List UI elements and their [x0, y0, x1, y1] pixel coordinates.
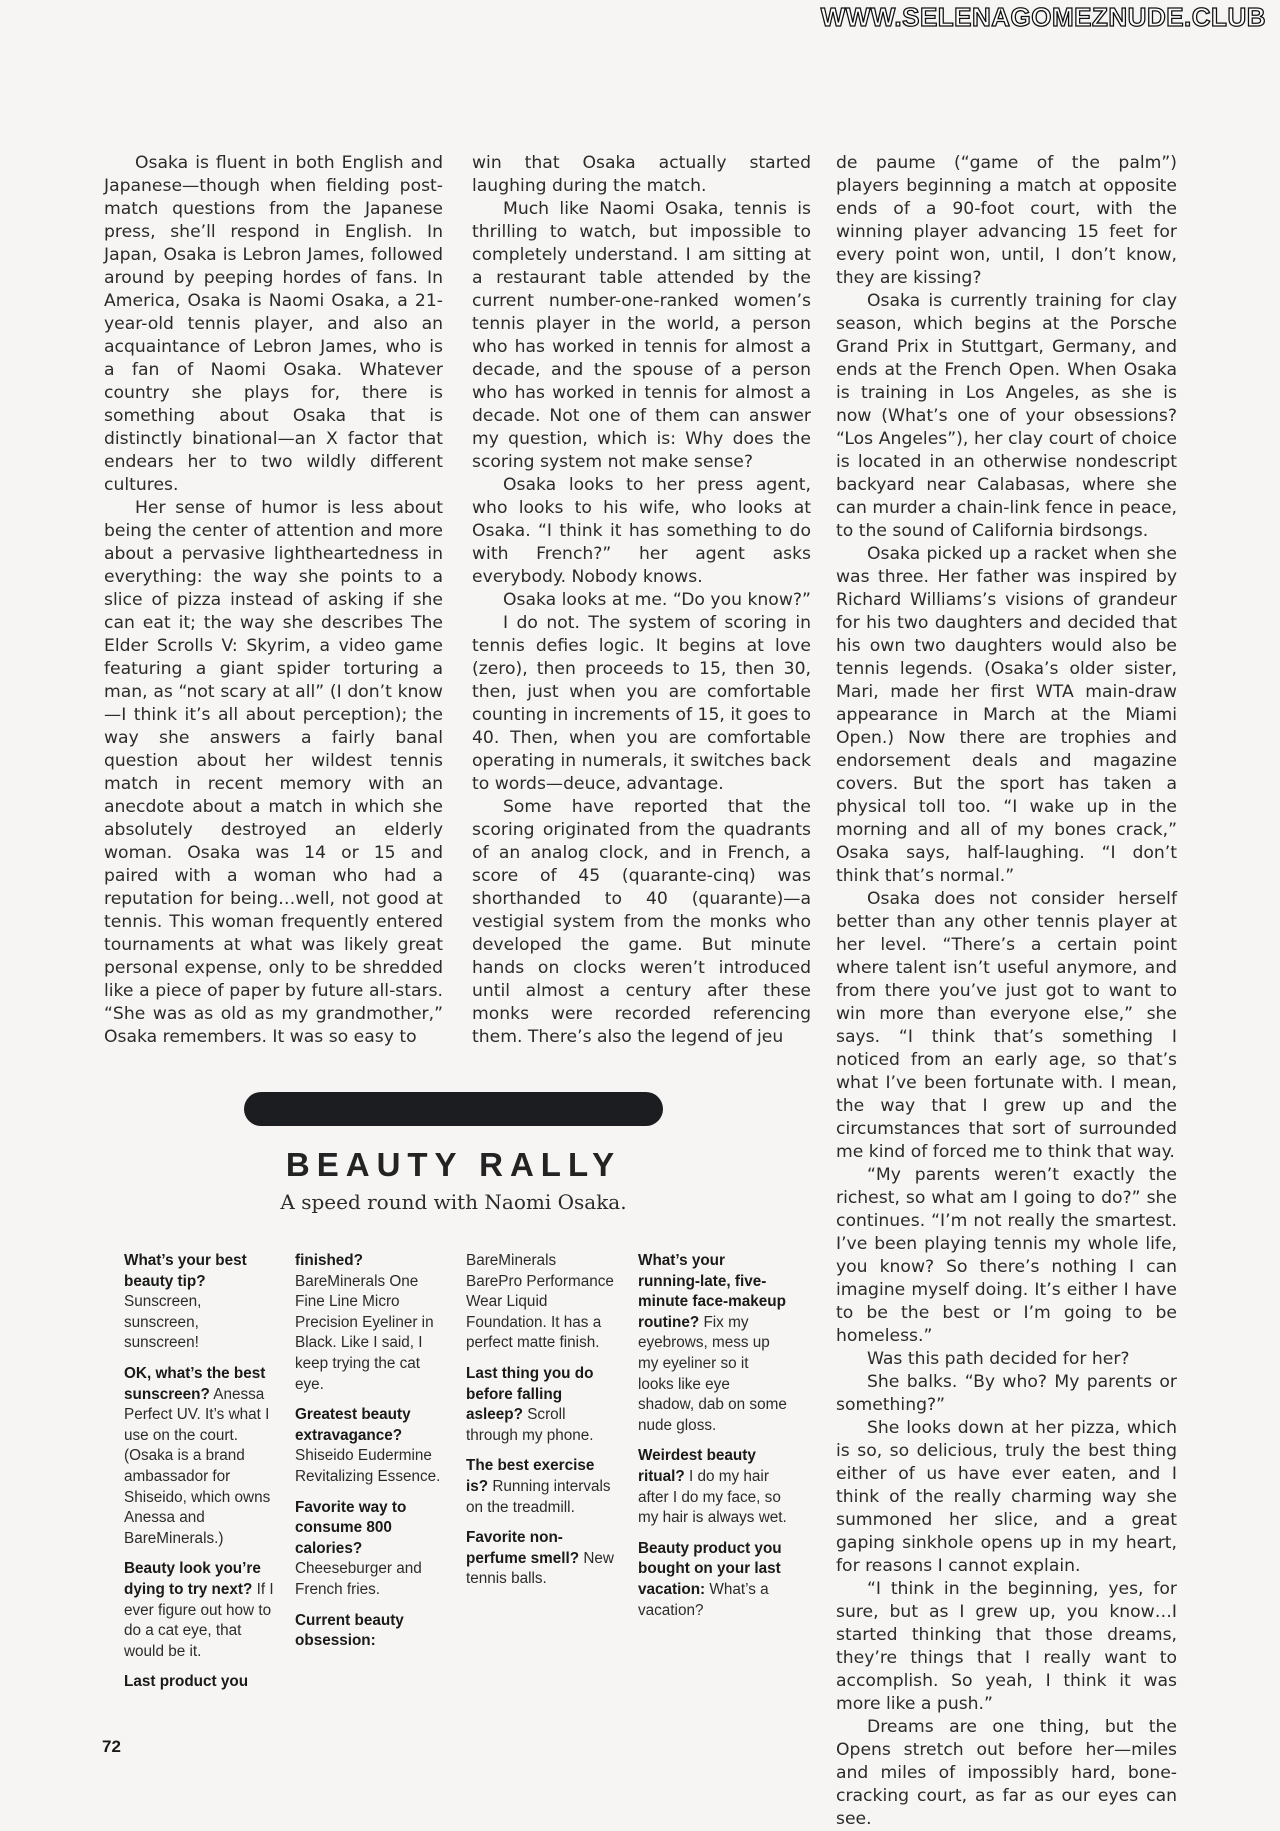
qa-question: OK, what’s the best sunscreen?	[124, 1364, 266, 1403]
article-column-2	[472, 152, 811, 1049]
qa-column-1	[124, 1251, 274, 1703]
article-paragraph: Osaka is currently training for clay season, which begins at the Porsche Grand Prix in Stuttgart, Germany, and ends at the French Open. When Osaka is training in Los Angeles, as she is now (What’s one of your obsessions? “Los Angeles”), her clay court of choice is located in an otherwise nondescript backyard near Calabasas, where she can murder a chain-link fence in peace, to the sound of California birdsongs.	[836, 291, 1177, 541]
qa-answer: New tennis balls.	[466, 1549, 614, 1588]
qa-question: Weirdest beauty ritual?	[638, 1447, 756, 1485]
qa-item	[638, 1446, 788, 1528]
qa-question: finished?	[295, 1252, 363, 1269]
qa-item	[295, 1611, 445, 1652]
qa-question: Greatest beauty extravagance?	[295, 1406, 411, 1444]
qa-item	[124, 1364, 274, 1549]
qa-answer: Sunscreen, sunscreen, sunscreen!	[124, 1293, 202, 1352]
qa-question: Beauty look you’re dying to try next?	[124, 1560, 261, 1598]
qa-answer: Shiseido Eudermine Revitalizing Essence.	[295, 1447, 441, 1485]
article-paragraph: Her sense of humor is less about being the center of attention and more about a pervasive lightheartedness in everything: the way she points to a slice of pizza instead of asking if she can eat it; the way she describes The Elder Scrolls V: Skyrim, a video game featuring a giant spider torturing a man, as “not scary at all” (I don’t know—I think it’s all about perception); the way she answers a fairly banal question about her wildest tennis match in recent memory with an anecdote about a match in which she absolutely destroyed an elderly woman. Osaka was 14 or 15 and paired with a woman who had a reputation for being…well, not good at tennis. This woman frequently entered tournaments at what was likely great personal expense, only to be shredded like a piece of paper by future all-stars. “She was as old as my grandmother,” Osaka remembers. It was so easy to	[104, 498, 443, 1047]
qa-question: Current beauty obsession:	[295, 1611, 404, 1650]
qa-item	[466, 1456, 616, 1518]
qa-item	[295, 1405, 445, 1487]
qa-answer: Anessa Perfect UV. It’s what I use on the court. (Osaka is a brand ambassador for Shiseido, which owns Anessa and BareMinerals.)	[124, 1385, 271, 1547]
article-paragraph: win that Osaka actually started laughing during the match.	[472, 153, 811, 196]
article-paragraph: “My parents weren’t exactly the richest, so what am I going to do?” she continues. “I’m not really the smartest. I’ve been playing tennis my whole life, you know? So there’s nothing I can imagine myself doing. It’s either I have to be the best or I’m going to be homeless.”	[836, 1165, 1177, 1346]
qa-item	[466, 1251, 616, 1354]
article-paragraph: Dreams are one thing, but the Opens stretch out before her—miles and miles of impossibly hard, bone-cracking court, as far as our eyes can see.	[836, 1717, 1177, 1829]
qa-question: Last product you	[124, 1673, 249, 1691]
qa-column-4	[638, 1251, 788, 1631]
qa-question: Beauty product you bought on your last vacation:	[638, 1539, 782, 1598]
article-paragraph: Was this path decided for her?	[867, 1349, 1130, 1369]
article-paragraph: Osaka looks to her press agent, who looks to his wife, who looks at Osaka. “I think it has something to do with French?” her agent asks everybody. Nobody knows.	[472, 475, 811, 587]
article-paragraph: “I think in the beginning, yes, for sure, but as I grew up, you know…I started thinking that those dreams, they’re things that I really want to accomplish. So yeah, I think it was more like a push.”	[836, 1579, 1177, 1714]
qa-question: Favorite non-perfume smell?	[466, 1529, 580, 1567]
qa-item	[295, 1251, 445, 1395]
qa-question: Favorite way to consume 800 calories?	[295, 1498, 407, 1557]
qa-answer: BareMinerals One Fine Line Micro Precision Eyeliner in Black. Like I said, I keep trying the cat eye.	[295, 1272, 434, 1393]
qa-question: What’s your best beauty tip?	[124, 1252, 247, 1290]
article-paragraph: Some have reported that the scoring originated from the quadrants of an analog clock, and in French, a score of 45 (quarante-cinq) was shorthanded to 40 (quarante)—a vestigial system from the monks who developed the game. But minute hands on clocks weren’t introduced until almost a century after these monks were recorded referencing them. There’s also the legend of jeu	[472, 797, 811, 1047]
qa-answer: If I ever figure out how to do a cat eye, that would be it.	[124, 1580, 274, 1660]
article-paragraph: de paume (“game of the palm”) players beginning a match at opposite ends of a 90-foot court, with the winning player advancing 15 feet for every point won, until, I don’t know, they are kissing?	[836, 153, 1177, 288]
qa-question: What’s your running-late, five-minute face-makeup routine?	[638, 1252, 786, 1331]
article-column-3	[836, 152, 1177, 1831]
sidebar-header-bar	[244, 1092, 663, 1126]
qa-item	[638, 1251, 788, 1436]
qa-question: Last thing you do before falling asleep?	[466, 1364, 594, 1424]
article-paragraph: She looks down at her pizza, which is so, so delicious, truly the best thing either of us have ever eaten, and I think of the really charming way she summoned her slice, and a great gaping sinkhole opens up in my heart, for reasons I cannot explain.	[836, 1418, 1177, 1576]
qa-item	[466, 1364, 616, 1446]
sidebar-subtitle: A speed round with Naomi Osaka.	[280, 1190, 627, 1214]
qa-answer: Running intervals on the treadmill.	[466, 1477, 611, 1516]
qa-item	[124, 1251, 274, 1354]
qa-item	[124, 1672, 274, 1693]
qa-item	[466, 1528, 616, 1590]
article-paragraph: Osaka picked up a racket when she was three. Her father was inspired by Richard Williams’s visions of grandeur for his two daughters and decided that his own two daughters would also be tennis legends. (Osaka’s older sister, Mari, made her first WTA main-draw appearance in March at the Miami Open.) Now there are trophies and endorsement deals and magazine covers. But the sport has taken a physical toll too. “I wake up in the morning and all of my bones crack,” Osaka says, half-laughing. “I don’t think that’s normal.”	[836, 544, 1177, 886]
article-paragraph: Much like Naomi Osaka, tennis is thrilling to watch, but impossible to completely understand. I am sitting at a restaurant table attended by the current number-one-ranked women’s tennis player in the world, a person who has worked in tennis for almost a decade, and the spouse of a person who has worked in tennis for almost a decade. Not one of them can answer my question, which is: Why does the scoring system not make sense?	[472, 199, 811, 472]
qa-answer: Cheeseburger and French fries.	[295, 1560, 422, 1598]
page-number: 72	[102, 1737, 121, 1756]
watermark-text: WWW.SELENAGOMEZNUDE.CLUB	[820, 2, 1266, 32]
qa-column-3	[466, 1251, 616, 1600]
sidebar-title: BEAUTY RALLY	[285, 1146, 622, 1183]
qa-answer: BareMinerals BarePro Performance Wear Liquid Foundation. It has a perfect matte finish.	[466, 1252, 614, 1352]
qa-item	[295, 1498, 445, 1601]
article-paragraph: Osaka looks at me. “Do you know?”	[503, 590, 811, 610]
article-column-1	[104, 152, 443, 1049]
article-paragraph: She balks. “By who? My parents or something?”	[836, 1372, 1177, 1415]
qa-answer: Fix my eyebrows, mess up my eyeliner so it looks like eye shadow, dab on some nude gloss.	[638, 1313, 787, 1434]
qa-item	[124, 1559, 274, 1662]
qa-question: The best exercise is?	[466, 1457, 595, 1495]
qa-answer: I do my hair after I do my face, so my hair is always wet.	[638, 1467, 787, 1527]
article-paragraph: I do not. The system of scoring in tennis defies logic. It begins at love (zero), then proceeds to 15, then 30, then, just when you are comfortable counting in increments of 15, it goes to 40. Then, when you are comfortable operating in numerals, it switches back to words—deuce, advantage.	[472, 613, 811, 794]
qa-answer: Scroll through my phone.	[466, 1406, 594, 1444]
qa-item	[638, 1539, 788, 1621]
article-paragraph: Osaka does not consider herself better than any other tennis player at her level. “There’s a certain point where talent isn’t useful anymore, and from there you’ve just got to want to win more than everyone else,” she says. “I think that’s something I noticed from an early age, so that’s what I’ve been fortunate with. I mean, the way that I grew up and the circumstances that sort of surrounded me kind of forced me to think that way.	[836, 889, 1177, 1162]
qa-column-2	[295, 1251, 445, 1662]
article-paragraph: Osaka is fluent in both English and Japanese—though when fielding post-match questions from the Japanese press, she’ll respond in English. In Japan, Osaka is Lebron James, followed around by peeping hordes of fans. In America, Osaka is Naomi Osaka, a 21-year-old tennis player, and also an acquaintance of Lebron James, who is a fan of Naomi Osaka. Whatever country she plays for, there is something about Osaka that is distinctly binational—an X factor that endears her to two wildly different cultures.	[104, 153, 443, 495]
qa-answer: What’s a vacation?	[638, 1580, 769, 1619]
